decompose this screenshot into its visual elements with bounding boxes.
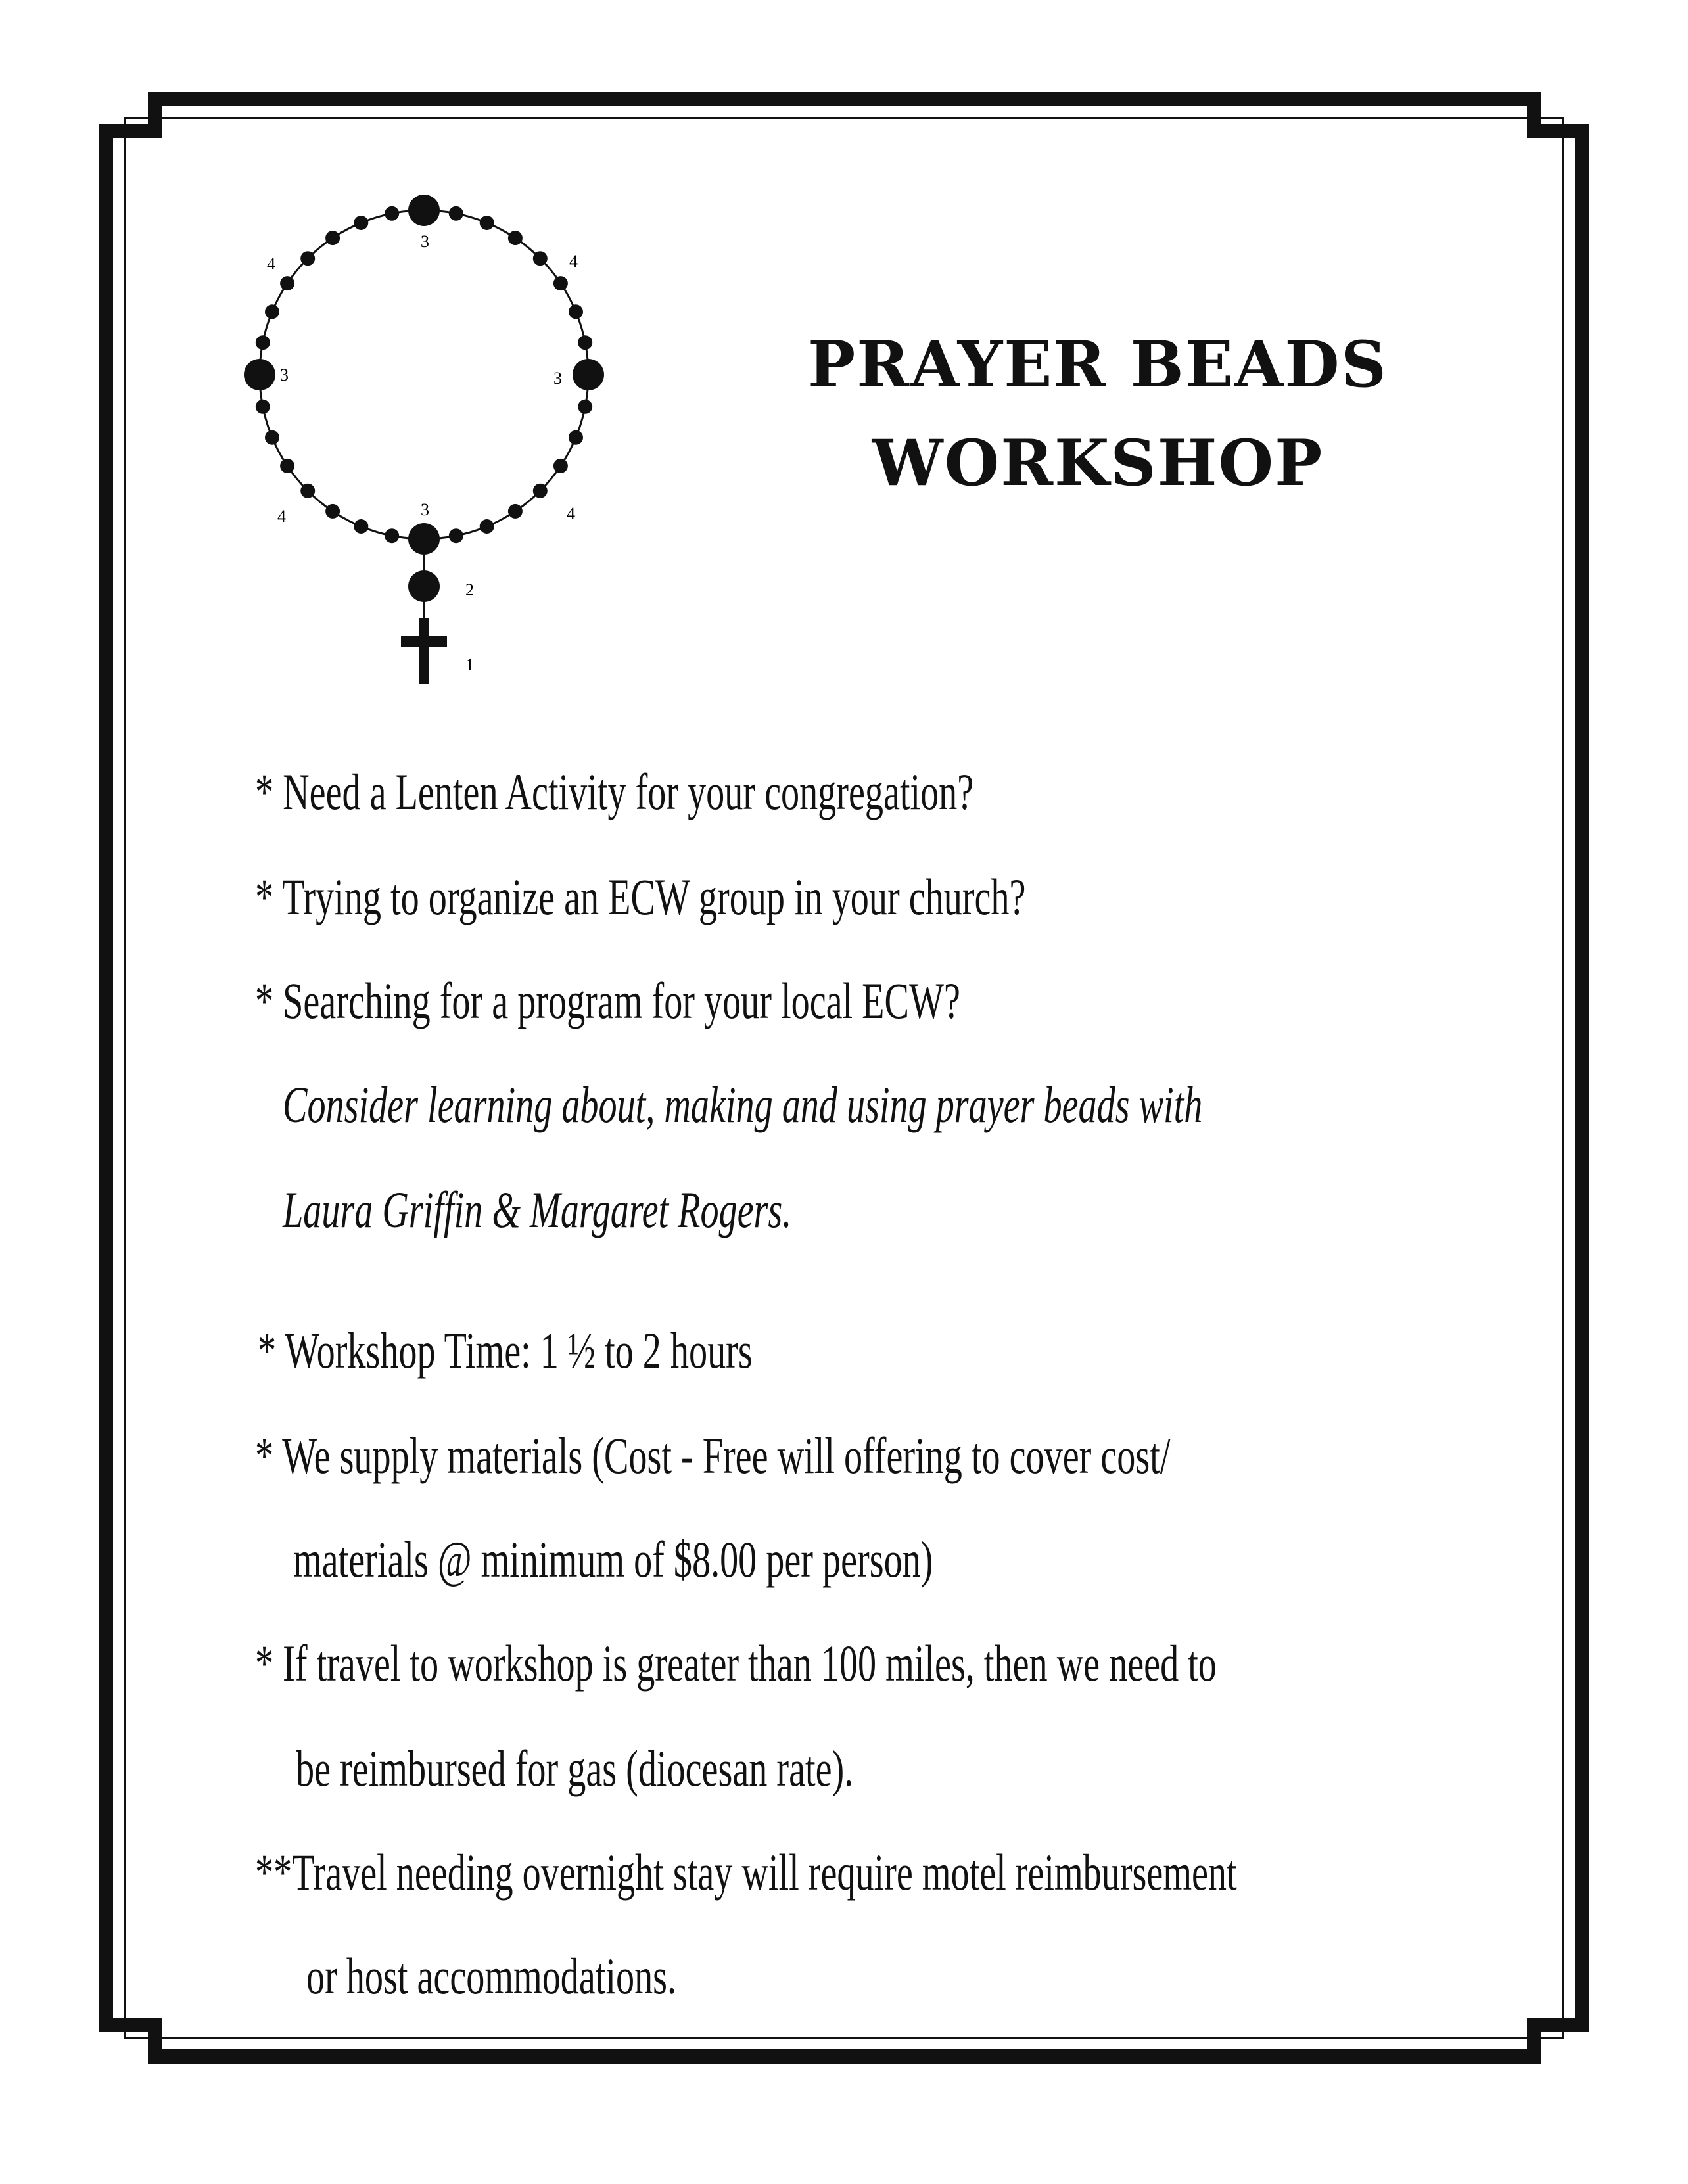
question-lenten: * Need a Lenten Activity for your congregation? (255, 763, 974, 820)
week-bead (533, 484, 548, 498)
detail-overnight-1: **Travel needing overnight stay will require motel reimbursement (255, 1844, 1237, 1901)
label-cruciform-bottom: 3 (421, 500, 429, 519)
label-week-bottom-left: 4 (277, 507, 286, 526)
week-bead (280, 459, 294, 473)
week-bead (578, 335, 592, 350)
invitatory-bead (408, 570, 440, 602)
cruciform-bead-top (408, 195, 440, 226)
weeks-beads (256, 206, 592, 543)
prayer-beads-diagram (223, 184, 631, 710)
week-bead (354, 216, 368, 230)
week-bead (449, 206, 463, 221)
invitation-line-1: Consider learning about, making and using prayer beads with (283, 1076, 1203, 1133)
week-bead (385, 528, 399, 543)
week-bead (385, 206, 399, 221)
week-bead (569, 304, 583, 319)
week-bead (325, 504, 340, 519)
cross-icon (401, 618, 447, 684)
border-right-thick (1575, 138, 1589, 2018)
cruciform-bead-left (244, 359, 275, 390)
week-bead (508, 504, 523, 519)
label-cruciform-right: 3 (553, 369, 562, 388)
week-bead (354, 519, 368, 534)
detail-travel-2: be reimbursed for gas (diocesan rate). (296, 1740, 854, 1797)
label-cruciform-left: 3 (280, 365, 289, 384)
question-program: * Searching for a program for your local ECW? (255, 972, 960, 1029)
week-bead (256, 400, 270, 414)
detail-time: * Workshop Time: 1 ½ to 2 hours (258, 1322, 753, 1379)
week-bead (480, 519, 494, 534)
label-week-top-left: 4 (267, 254, 275, 273)
week-bead (480, 216, 494, 230)
detail-overnight-2: or host accommodations. (306, 1947, 677, 2005)
title-line-1: PRAYER BEADS (808, 327, 1388, 402)
week-bead (578, 400, 592, 414)
label-cross: 1 (465, 655, 474, 674)
border-bottom-thick (148, 2049, 1541, 2064)
week-bead (533, 251, 548, 266)
question-ecw-group: * Trying to organize an ECW group in your church? (255, 868, 1026, 925)
invitation-line-2: Laura Griffin & Margaret Rogers. (283, 1181, 792, 1238)
label-week-top-right: 4 (569, 252, 578, 271)
week-bead (553, 459, 568, 473)
week-bead (449, 528, 463, 543)
detail-materials-1: * We supply materials (Cost - Free will offering to cover cost/ (255, 1427, 1171, 1484)
week-bead (553, 276, 568, 290)
title-line-2: WORKSHOP (872, 426, 1324, 500)
week-bead (256, 335, 270, 350)
detail-travel-1: * If travel to workshop is greater than 100 miles, then we need to (255, 1635, 1217, 1692)
week-bead (508, 231, 523, 245)
label-invitatory: 2 (465, 580, 474, 599)
border-left-thick (99, 138, 113, 2018)
border-top-thick (148, 92, 1541, 106)
week-bead (325, 231, 340, 245)
week-bead (569, 430, 583, 445)
page-title (736, 315, 1459, 513)
label-cruciform-top: 3 (421, 232, 429, 251)
week-bead (280, 276, 294, 290)
label-week-bottom-right: 4 (567, 504, 575, 523)
week-bead (265, 304, 279, 319)
week-bead (300, 484, 315, 498)
detail-materials-2: materials @ minimum of $8.00 per person) (293, 1531, 933, 1588)
week-bead (300, 251, 315, 266)
week-bead (265, 430, 279, 445)
cruciform-bead-right (573, 359, 604, 390)
